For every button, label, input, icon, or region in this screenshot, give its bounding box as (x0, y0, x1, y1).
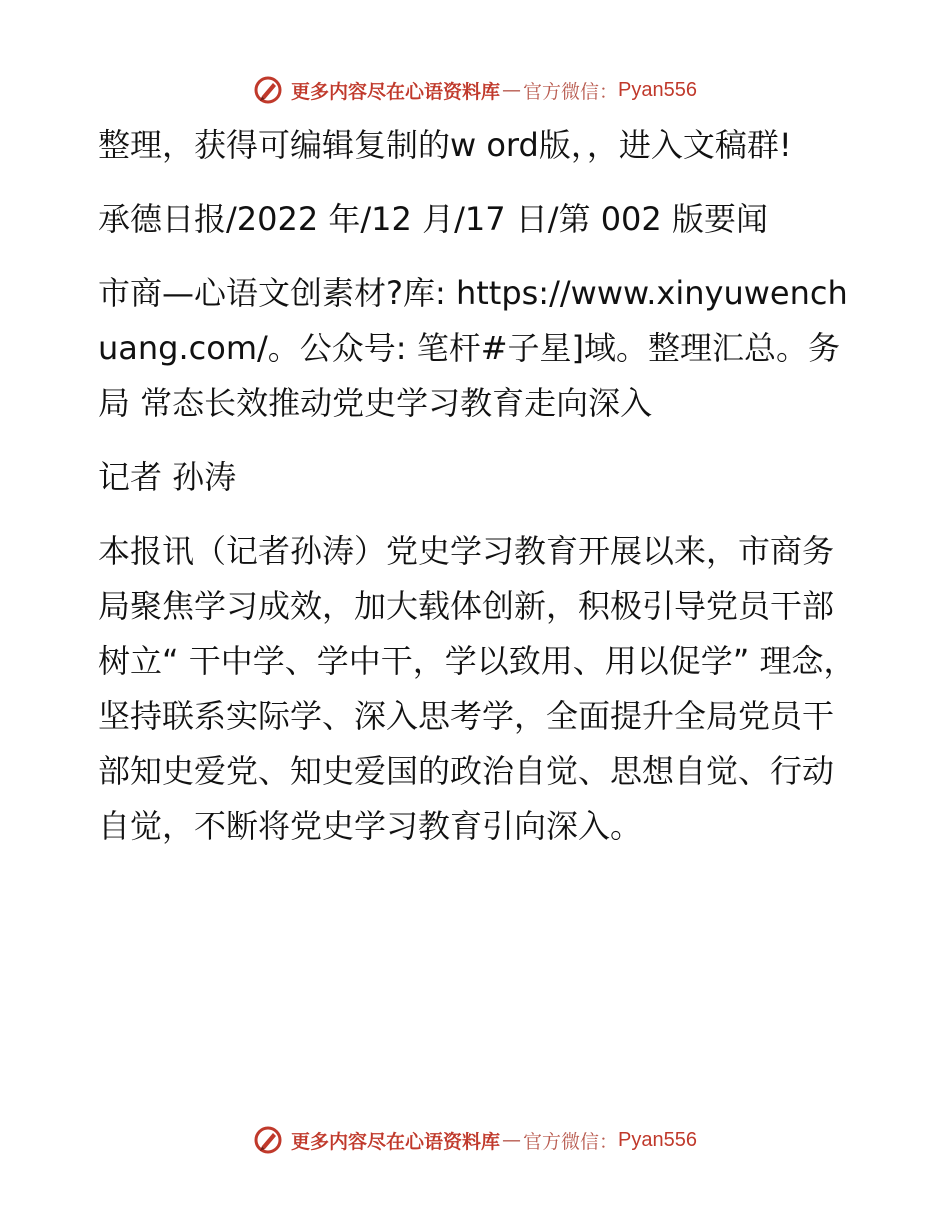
publication-line: 承德日报/2022 年/12 月/17 日/第 002 版要闻 (98, 200, 768, 238)
intro-paragraph: 整理，获得可编辑复制的w ord版，，进入文稿群! (98, 126, 792, 164)
pen-logo-icon (253, 1125, 283, 1155)
pen-logo-icon (253, 75, 283, 105)
document-body (98, 118, 858, 854)
header-watermark-banner (0, 70, 950, 110)
banner-main-text: 更多内容尽在心语资料库 (291, 1130, 501, 1153)
banner-separator: — (502, 1129, 522, 1151)
footer-watermark-banner (0, 1120, 950, 1160)
headline-paragraph: 市商—心语文创素材?库: https://www.xinyuwenchuang.com/。公众号: 笔杆#子星]域。整理汇总。务局 常态长效推动党史学习教育走向深入 (98, 274, 848, 422)
byline: 记者 孙涛 (98, 458, 237, 496)
banner-wechat-id: Pyan556 (618, 1128, 697, 1151)
article-body: 本报讯（记者孙涛）党史学习教育开展以来，市商务局聚焦学习成效，加大载体创新，积极引导党员干部树立“ 干中学、学中干，学以致用、用以促学” 理念，坚持联系实际学、深入思考学，全面提升全局党员干部知史爱党、知史爱国的政治自觉、思想自觉、行动自觉，不断将党史学习教育引向深入。 (98, 532, 856, 845)
banner-wechat-label: 官方微信： (523, 80, 619, 103)
banner-wechat-id: Pyan556 (618, 78, 697, 101)
banner-main-text: 更多内容尽在心语资料库 (291, 80, 501, 103)
banner-separator: — (502, 79, 522, 101)
banner-wechat-label: 官方微信： (523, 1130, 619, 1153)
